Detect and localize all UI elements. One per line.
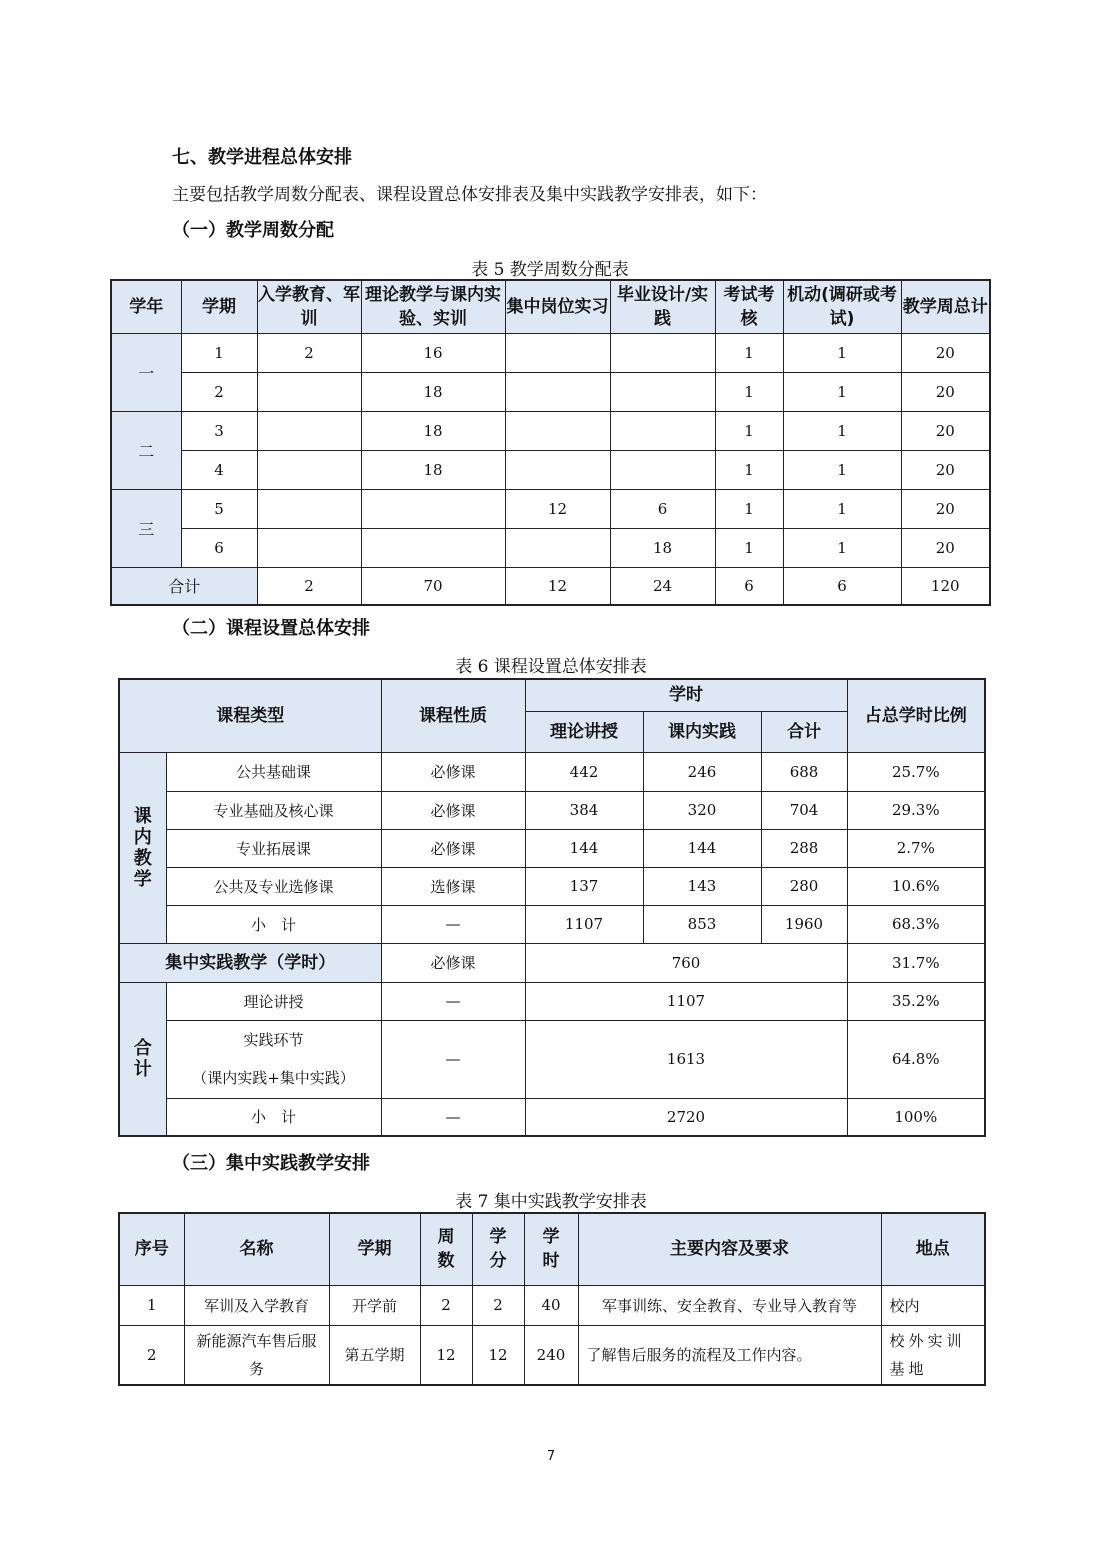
year-cell: 三	[111, 489, 181, 567]
subsection-title-3: （三）集中实践教学安排	[172, 1153, 370, 1174]
cell: 18	[361, 372, 505, 411]
cell: 12	[505, 489, 610, 528]
cell: 校外实训基地	[881, 1325, 985, 1385]
cell: 64.8%	[847, 1020, 985, 1098]
cell: 1	[181, 333, 257, 372]
header-term: 学期	[181, 280, 257, 333]
practice-link-label: 实践环节	[243, 1031, 304, 1049]
total-label: 合计	[111, 567, 257, 605]
cell: 16	[361, 333, 505, 372]
cell: 第五学期	[329, 1325, 420, 1385]
header-flexible: 机动(调研或考试)	[783, 280, 901, 333]
cell: 军训及入学教育	[184, 1285, 329, 1325]
cell	[610, 450, 715, 489]
header-name: 名称	[184, 1213, 329, 1285]
cell: 公共及专业选修课	[166, 867, 381, 905]
table-course-overview	[118, 678, 986, 1137]
cell: —	[381, 1020, 525, 1098]
concentrated-practice-label: 集中实践教学（学时）	[119, 943, 381, 982]
header-theory-hours: 理论讲授	[525, 711, 643, 752]
cell: 1	[783, 333, 901, 372]
cell: 442	[525, 752, 643, 791]
header-practice-hours: 课内实践	[643, 711, 761, 752]
header-orientation: 入学教育、军训	[257, 280, 361, 333]
cell: 6	[181, 528, 257, 567]
cell: 必修课	[381, 791, 525, 829]
cell	[610, 411, 715, 450]
cell: 29.3%	[847, 791, 985, 829]
header-year: 学年	[111, 280, 181, 333]
subsection-title-2: （二）课程设置总体安排	[172, 618, 370, 639]
total-cell: 120	[901, 567, 990, 605]
subtotal-label: 小 计	[166, 1098, 381, 1136]
table7-caption: 表 7 集中实践教学安排表	[455, 1192, 647, 1212]
header-index: 序号	[119, 1213, 184, 1285]
cell: 必修课	[381, 943, 525, 982]
cell: 1	[715, 528, 783, 567]
table6-caption: 表 6 课程设置总体安排表	[455, 657, 647, 677]
cell: 选修课	[381, 867, 525, 905]
header-exam: 考试考核	[715, 280, 783, 333]
cell: —	[381, 1098, 525, 1136]
cell: 专业拓展课	[166, 829, 381, 867]
cell: 12	[420, 1325, 472, 1385]
cell: 1	[783, 489, 901, 528]
cell: 1613	[525, 1020, 847, 1098]
cell: 2	[472, 1285, 524, 1325]
total-cell: 24	[610, 567, 715, 605]
cell: 384	[525, 791, 643, 829]
total-cell: 6	[783, 567, 901, 605]
cell: 2.7%	[847, 829, 985, 867]
header-total-hours: 合计	[761, 711, 847, 752]
header-location: 地点	[881, 1213, 985, 1285]
cell: 1	[783, 528, 901, 567]
cell: 10.6%	[847, 867, 985, 905]
total-cell: 6	[715, 567, 783, 605]
practice-link-note: （课内实践+集中实践）	[192, 1069, 355, 1087]
cell: 18	[610, 528, 715, 567]
total-cell: 70	[361, 567, 505, 605]
cell: 专业基础及核心课	[166, 791, 381, 829]
cell: 137	[525, 867, 643, 905]
cell: 2	[119, 1325, 184, 1385]
cell: 240	[524, 1325, 578, 1385]
header-credits: 学分	[472, 1213, 524, 1285]
cell: 20	[901, 489, 990, 528]
subsection-title-1: （一）教学周数分配	[172, 220, 334, 241]
cell: 12	[472, 1325, 524, 1385]
cell	[505, 528, 610, 567]
header-ratio: 占总学时比例	[847, 679, 985, 752]
cell	[361, 489, 505, 528]
cell: 5	[181, 489, 257, 528]
cell: 1	[715, 333, 783, 372]
cell: 20	[901, 528, 990, 567]
cell: 144	[525, 829, 643, 867]
table-concentrated-practice	[118, 1212, 986, 1386]
cell: 20	[901, 411, 990, 450]
cell: 3	[181, 411, 257, 450]
header-hours: 学时	[525, 679, 847, 711]
cell: —	[381, 982, 525, 1020]
header-internship: 集中岗位实习	[505, 280, 610, 333]
practice-link-cell	[166, 1020, 381, 1098]
cell: 853	[643, 905, 761, 943]
cell: 2	[420, 1285, 472, 1325]
cell: 2	[181, 372, 257, 411]
header-content: 主要内容及要求	[578, 1213, 881, 1285]
cell: 25.7%	[847, 752, 985, 791]
cell: 760	[525, 943, 847, 982]
cell	[257, 372, 361, 411]
cell: 1	[119, 1285, 184, 1325]
cell	[610, 372, 715, 411]
cell: 31.7%	[847, 943, 985, 982]
year-cell: 二	[111, 411, 181, 489]
cell: 1	[783, 450, 901, 489]
cell	[257, 411, 361, 450]
cell: 军事训练、安全教育、专业导入教育等	[578, 1285, 881, 1325]
header-graduation: 毕业设计/实践	[610, 280, 715, 333]
cell: 公共基础课	[166, 752, 381, 791]
cell: 必修课	[381, 829, 525, 867]
cell: 新能源汽车售后服务	[184, 1325, 329, 1385]
cell	[505, 450, 610, 489]
cell	[257, 528, 361, 567]
in-class-group-label: 课内教学	[119, 752, 166, 943]
year-cell: 一	[111, 333, 181, 411]
cell: 20	[901, 333, 990, 372]
cell	[505, 333, 610, 372]
cell	[361, 528, 505, 567]
cell: 18	[361, 411, 505, 450]
header-hours: 学时	[524, 1213, 578, 1285]
cell: —	[381, 905, 525, 943]
cell: 1	[715, 489, 783, 528]
cell: 必修课	[381, 752, 525, 791]
cell: 144	[643, 829, 761, 867]
cell: 20	[901, 450, 990, 489]
cell	[257, 489, 361, 528]
cell: 35.2%	[847, 982, 985, 1020]
cell: 100%	[847, 1098, 985, 1136]
cell: 6	[610, 489, 715, 528]
cell: 704	[761, 791, 847, 829]
cell: 40	[524, 1285, 578, 1325]
cell: 143	[643, 867, 761, 905]
header-term: 学期	[329, 1213, 420, 1285]
subtotal-label: 小 计	[166, 905, 381, 943]
section-title: 七、教学进程总体安排	[172, 147, 352, 168]
cell: 20	[901, 372, 990, 411]
cell: 18	[361, 450, 505, 489]
header-total-weeks: 教学周总计	[901, 280, 990, 333]
total-cell: 2	[257, 567, 361, 605]
total-cell: 12	[505, 567, 610, 605]
cell	[505, 372, 610, 411]
cell: 开学前	[329, 1285, 420, 1325]
sum-group-label: 合计	[119, 982, 166, 1136]
header-course-type: 课程类型	[119, 679, 381, 752]
table5-caption: 表 5 教学周数分配表	[471, 260, 629, 280]
header-course-nature: 课程性质	[381, 679, 525, 752]
cell: 688	[761, 752, 847, 791]
cell: 246	[643, 752, 761, 791]
cell: 288	[761, 829, 847, 867]
cell: 了解售后服务的流程及工作内容。	[578, 1325, 881, 1385]
cell: 1	[715, 372, 783, 411]
cell: 320	[643, 791, 761, 829]
cell: 1107	[525, 905, 643, 943]
cell: 1107	[525, 982, 847, 1020]
cell: 2	[257, 333, 361, 372]
cell: 1	[715, 450, 783, 489]
cell: 1960	[761, 905, 847, 943]
intro-paragraph: 主要包括教学周数分配表、课程设置总体安排表及集中实践教学安排表，如下：	[172, 185, 767, 205]
cell: 2720	[525, 1098, 847, 1136]
cell: 4	[181, 450, 257, 489]
cell: 280	[761, 867, 847, 905]
table-week-allocation	[110, 279, 991, 606]
cell	[257, 450, 361, 489]
cell: 1	[783, 411, 901, 450]
cell: 1	[783, 372, 901, 411]
cell: 1	[715, 411, 783, 450]
page-number: 7	[546, 1449, 556, 1464]
cell	[505, 411, 610, 450]
cell: 校内	[881, 1285, 985, 1325]
cell: 68.3%	[847, 905, 985, 943]
cell	[610, 333, 715, 372]
header-theory: 理论教学与课内实验、实训	[361, 280, 505, 333]
cell: 理论讲授	[166, 982, 381, 1020]
header-weeks: 周数	[420, 1213, 472, 1285]
